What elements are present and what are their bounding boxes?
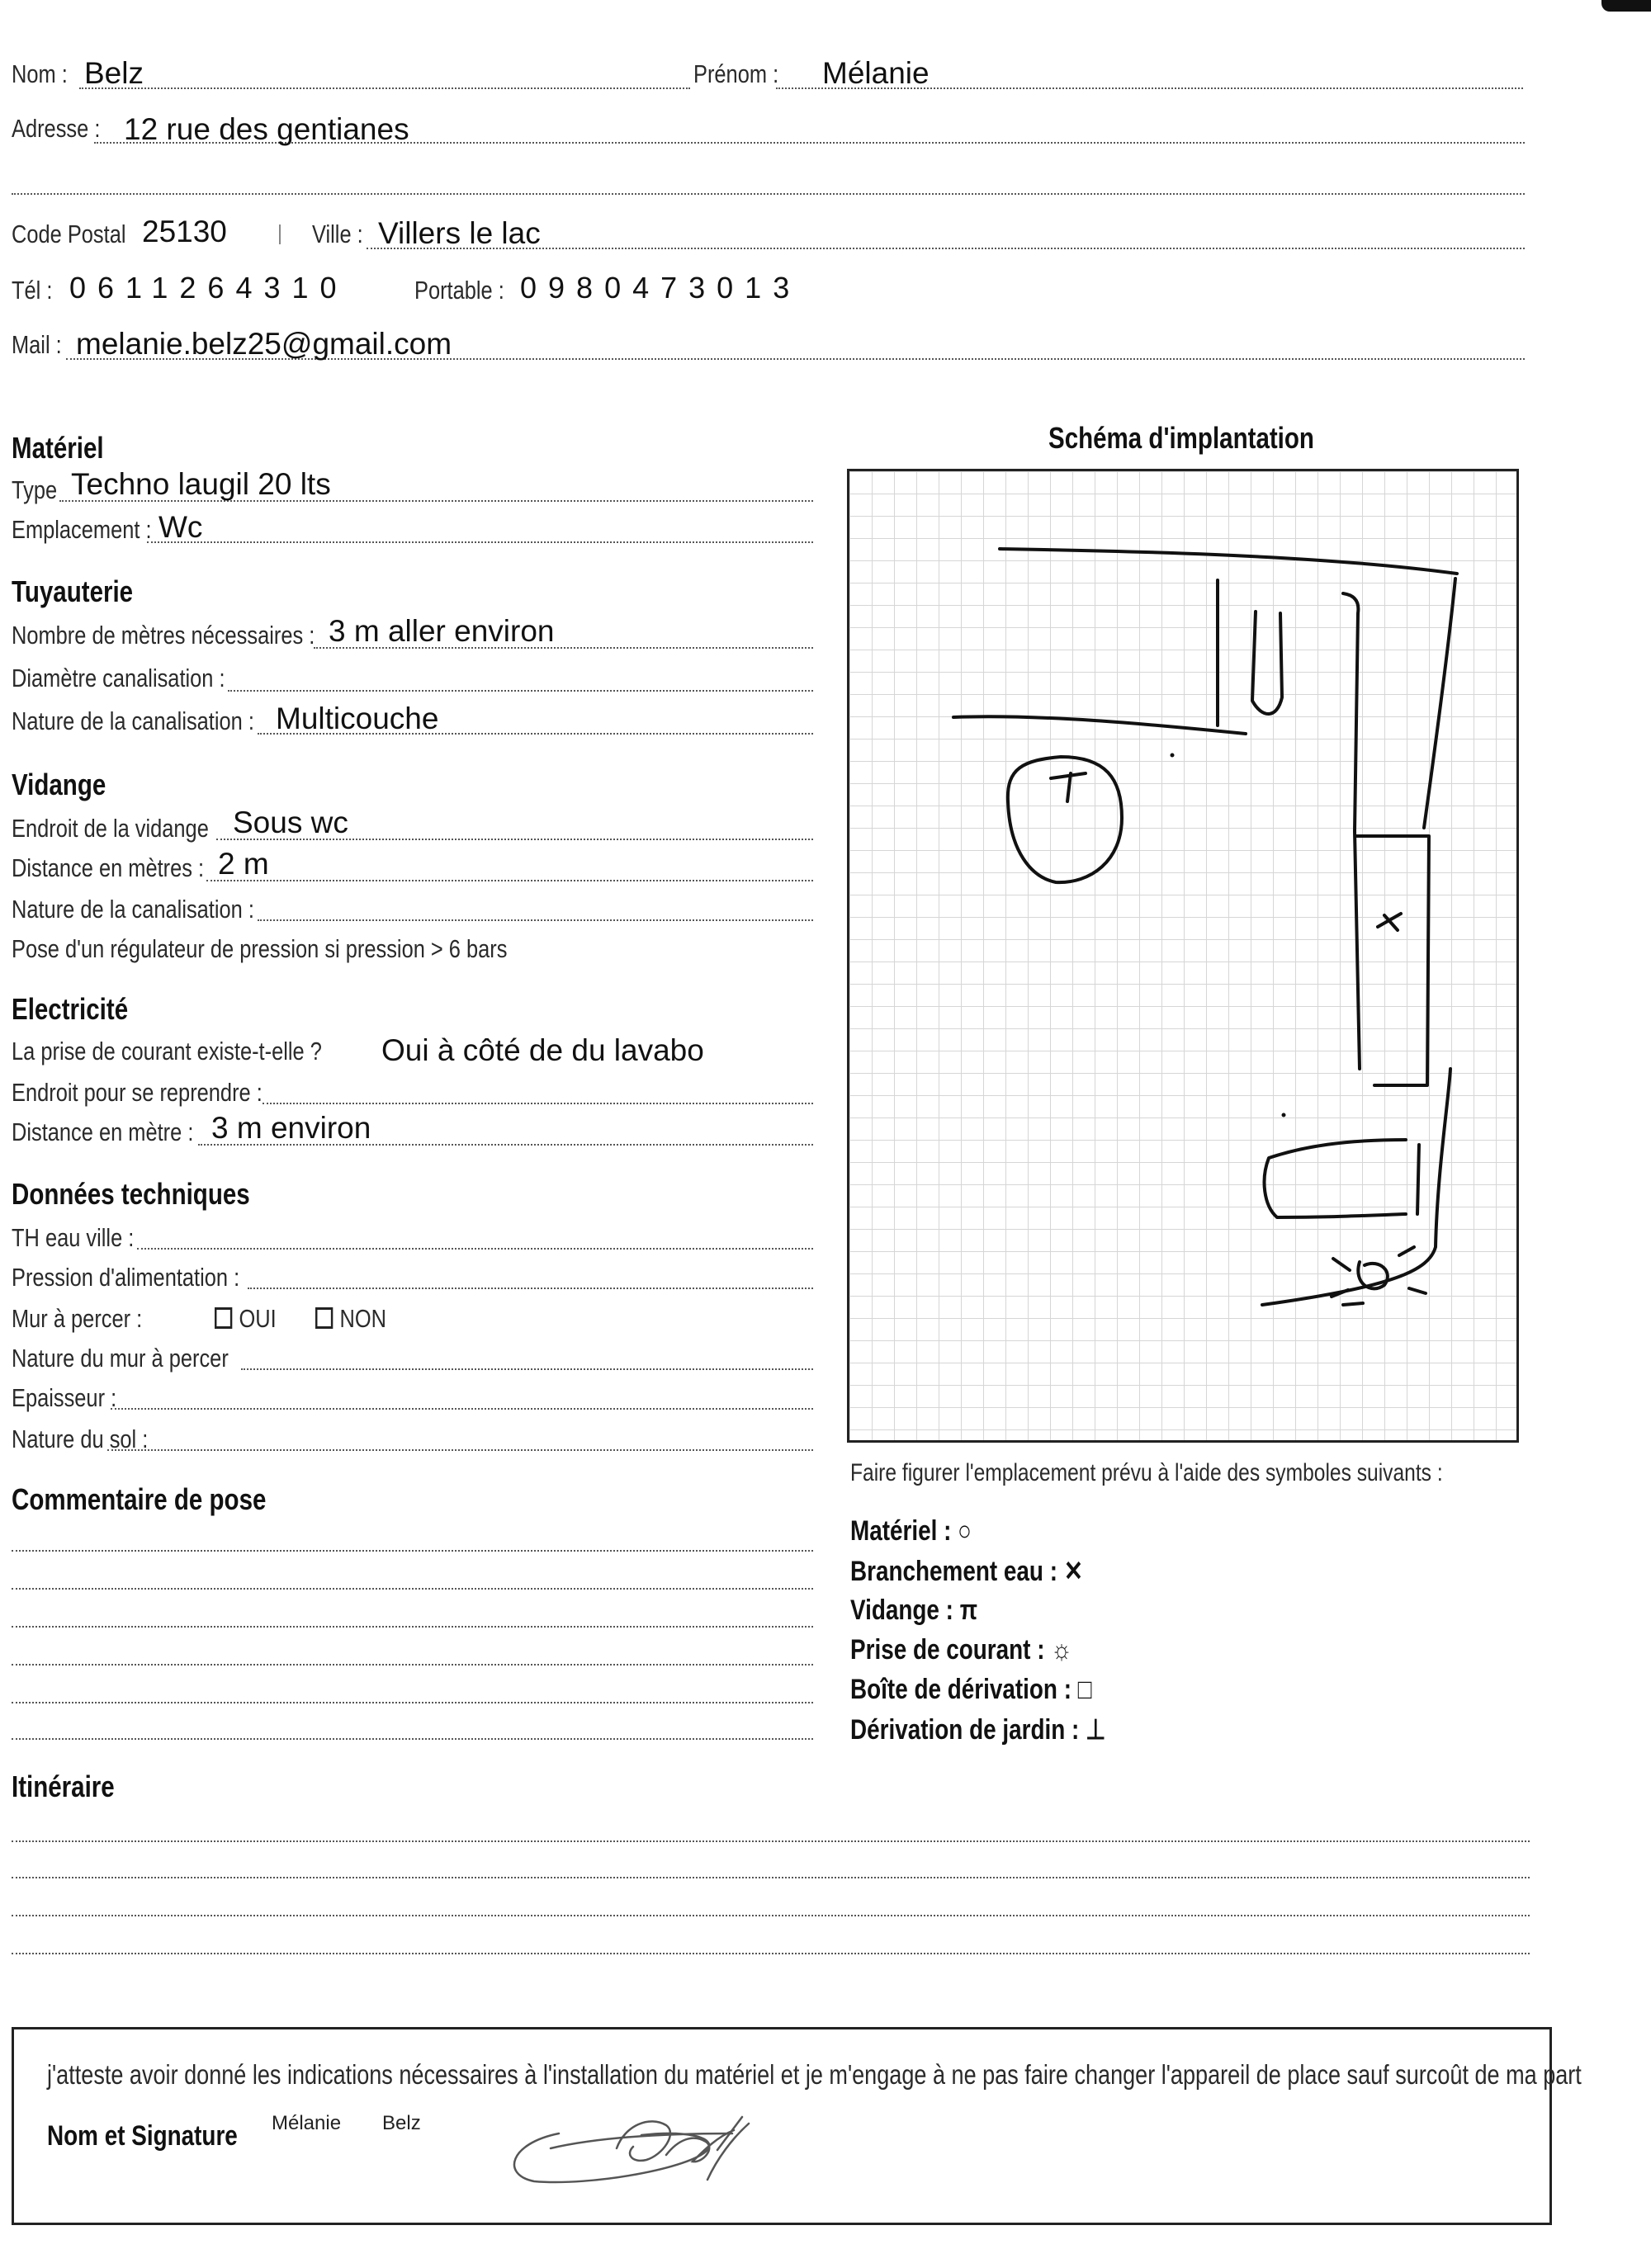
legend-boite-label: Boîte de dérivation :	[850, 1674, 1071, 1705]
vidange-nature-label: Nature de la canalisation :	[12, 895, 254, 924]
section-commentaire-title: Commentaire de pose	[12, 1482, 267, 1516]
itineraire-line-2[interactable]	[12, 1877, 1530, 1878]
sketch-sink	[1265, 1140, 1406, 1217]
sketch-inner-wall	[1343, 593, 1360, 1069]
nature-canalisation-field[interactable]: Multicouche	[276, 702, 439, 735]
adresse-field[interactable]: 12 rue des gentianes	[124, 112, 409, 146]
code-postal-field[interactable]: 25130	[142, 215, 227, 248]
elec-distance-label: Distance en mètre :	[12, 1117, 194, 1146]
mail-field[interactable]: melanie.belz25@gmail.com	[76, 327, 452, 361]
vidange-endroit-label: Endroit de la vidange	[12, 814, 209, 843]
sketch-prise-base	[1343, 1303, 1363, 1305]
vidange-distance-label: Distance en mètres :	[12, 853, 205, 882]
itineraire-line-3[interactable]	[12, 1915, 1530, 1916]
commentaire-line-1[interactable]	[12, 1550, 813, 1552]
attestation-text: j'atteste avoir donné les indications nécessaires à l'installation du matériel et je m'engage à ne pas faire changer l'appareil de place sauf surcoût de ma part	[47, 2059, 1582, 2090]
ville-label: Ville :	[312, 220, 363, 248]
schema-instruction: Faire figurer l'emplacement prévu à l'aide des symboles suivants :	[850, 1459, 1443, 1486]
sketch-wall-right	[1424, 579, 1455, 828]
sketch-wall-middle	[953, 716, 1246, 734]
nature-mur-label: Nature du mur à percer	[12, 1344, 229, 1373]
sketch-wc-bowl	[1252, 612, 1282, 714]
section-tuyauterie-title: Tuyauterie	[12, 574, 134, 608]
itineraire-line-4[interactable]	[12, 1953, 1530, 1954]
prenom-field[interactable]: Mélanie	[822, 56, 930, 90]
nature-canalisation-label: Nature de la canalisation :	[12, 706, 254, 735]
section-vidange-title: Vidange	[12, 768, 106, 801]
vidange-distance-field[interactable]: 2 m	[218, 847, 269, 881]
vidange-nature-line[interactable]	[258, 919, 813, 921]
portable-label: Portable :	[414, 276, 504, 305]
pi-icon: π	[959, 1595, 978, 1626]
up-tack-icon: ⊥	[1086, 1714, 1106, 1746]
regulateur-label: Pose d'un régulateur de pression si pression > 6 bars	[12, 934, 508, 963]
sketch-heater-box	[1356, 836, 1429, 1085]
section-itineraire-title: Itinéraire	[12, 1770, 115, 1803]
square-icon: □	[1077, 1674, 1092, 1705]
vidange-endroit-field[interactable]: Sous wc	[233, 806, 348, 839]
handwritten-signature	[501, 2100, 831, 2199]
type-field[interactable]: Techno laugil 20 lts	[71, 467, 331, 501]
pression-label: Pression d'alimentation :	[12, 1263, 240, 1292]
tel-field[interactable]: 0611264310	[69, 271, 348, 305]
itineraire-line-1[interactable]	[12, 1840, 1530, 1842]
signature-label: Nom et Signature	[47, 2120, 238, 2152]
type-label: Type	[12, 475, 58, 504]
prise-label: La prise de courant existe-t-elle ?	[12, 1037, 322, 1065]
th-line[interactable]	[137, 1248, 813, 1250]
commentaire-line-6[interactable]	[12, 1738, 813, 1740]
epaisseur-label: Epaisseur :	[12, 1383, 117, 1412]
sketch-dot-2	[1282, 1113, 1286, 1117]
legend-derivation	[850, 1713, 1105, 1746]
section-donnees-title: Données techniques	[12, 1177, 250, 1211]
pression-line[interactable]	[248, 1288, 813, 1289]
mail-label: Mail :	[12, 330, 62, 359]
legend-branchement-label: Branchement eau :	[850, 1556, 1057, 1587]
legend-derivation-label: Dérivation de jardin :	[850, 1714, 1080, 1746]
adresse-label: Adresse :	[12, 114, 101, 143]
metres-label: Nombre de mètres nécessaires :	[12, 621, 315, 650]
nature-mur-line[interactable]	[241, 1368, 813, 1370]
oui-checkbox-box[interactable]	[215, 1307, 232, 1329]
legend-prise	[850, 1634, 1072, 1666]
vidange-distance-line	[206, 880, 813, 881]
sketch-sink-tap	[1417, 1145, 1419, 1214]
legend-materiel	[850, 1515, 972, 1547]
sketch-wall-top	[1000, 549, 1457, 574]
diametre-line[interactable]	[228, 690, 813, 692]
nom-label: Nom :	[12, 59, 68, 88]
legend-branchement	[850, 1555, 1083, 1588]
sketch-vidange-symbol	[1051, 773, 1086, 801]
legend-prise-label: Prise de courant :	[850, 1634, 1045, 1666]
ville-field[interactable]: Villers le lac	[378, 216, 541, 250]
code-postal-box-edge	[279, 224, 281, 244]
emplacement-line	[147, 541, 813, 543]
nom-field[interactable]: Belz	[84, 56, 144, 90]
commentaire-line-4[interactable]	[12, 1664, 813, 1666]
schema-grid[interactable]	[847, 469, 1519, 1443]
th-label: TH eau ville :	[12, 1223, 135, 1252]
elec-endroit-line[interactable]	[263, 1103, 813, 1104]
signer-last-name: Belz	[382, 2112, 421, 2134]
prenom-label: Prénom :	[693, 59, 779, 88]
legend-materiel-label: Matériel :	[850, 1515, 952, 1547]
signer-first-name: Mélanie	[272, 2112, 342, 2134]
oui-label: OUI	[239, 1304, 277, 1333]
non-label: NON	[339, 1304, 387, 1333]
commentaire-line-3[interactable]	[12, 1626, 813, 1628]
metres-field[interactable]: 3 m aller environ	[329, 614, 555, 648]
elec-endroit-label: Endroit pour se reprendre :	[12, 1078, 263, 1107]
sketch-wall-bottom	[1262, 1069, 1450, 1305]
cross-icon: ✕	[1063, 1556, 1084, 1587]
tel-label: Tél :	[12, 276, 53, 305]
mur-label: Mur à percer :	[12, 1304, 143, 1333]
nature-sol-line[interactable]	[107, 1449, 813, 1451]
emplacement-label: Emplacement :	[12, 515, 152, 544]
attestation-box	[12, 2027, 1582, 2225]
scan-corner-mark	[1601, 0, 1651, 12]
legend-boite	[850, 1674, 1092, 1706]
legend-vidange	[850, 1595, 977, 1627]
mur-oui-checkbox[interactable]	[215, 1304, 277, 1334]
sketch-water-connection-x	[1378, 914, 1401, 930]
circle-icon: ○	[958, 1515, 972, 1547]
code-postal-label: Code Postal	[12, 220, 126, 248]
section-electricite-title: Electricité	[12, 992, 129, 1026]
commentaire-line-2[interactable]	[12, 1588, 813, 1590]
epaisseur-line[interactable]	[111, 1408, 813, 1410]
adresse-line-2	[12, 193, 1525, 195]
prise-field[interactable]: Oui à côté de du lavabo	[381, 1033, 704, 1067]
schema-sketch	[849, 471, 1516, 1440]
schema-title: Schéma d'implantation	[1048, 421, 1314, 455]
elec-distance-field[interactable]: 3 m environ	[211, 1111, 371, 1145]
legend-vidange-label: Vidange :	[850, 1595, 953, 1626]
sketch-dot-1	[1171, 754, 1175, 758]
sun-icon: ☼	[1051, 1634, 1072, 1666]
commentaire-line-5[interactable]	[12, 1702, 813, 1703]
nom-line	[79, 87, 690, 89]
emplacement-field[interactable]: Wc	[158, 510, 203, 544]
nature-sol-label: Nature du sol :	[12, 1425, 149, 1453]
section-materiel-title: Matériel	[12, 431, 104, 465]
portable-field[interactable]: 0980473013	[520, 271, 802, 305]
non-checkbox-box[interactable]	[315, 1307, 333, 1329]
mur-non-checkbox[interactable]	[315, 1304, 386, 1334]
diametre-label: Diamètre canalisation :	[12, 664, 225, 692]
